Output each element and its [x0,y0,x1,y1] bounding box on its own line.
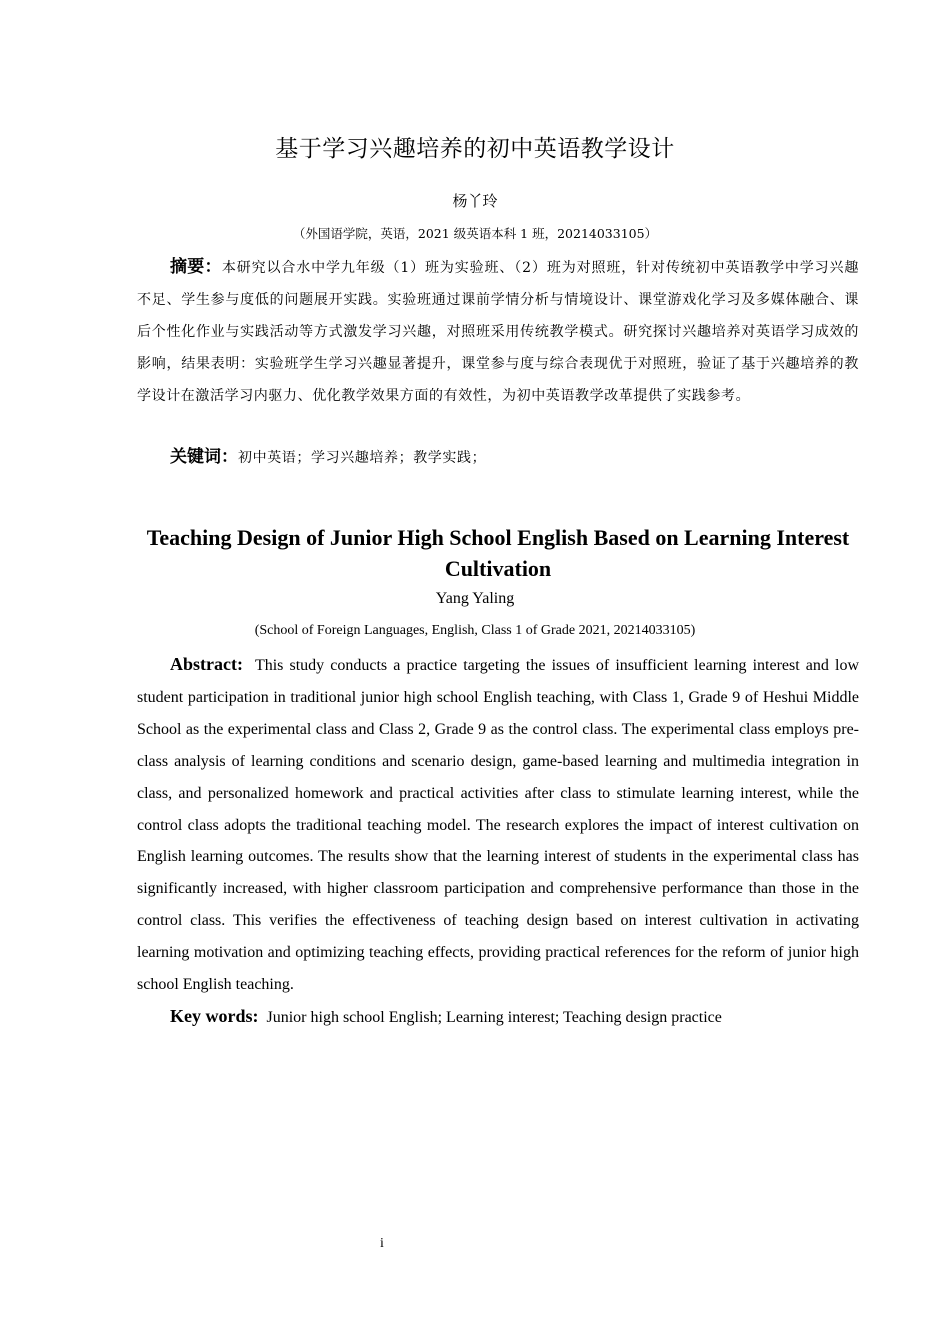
chinese-affiliation: （外国语学院，英语，2021 级英语本科 1 班，20214033105） [292,226,658,241]
chinese-abstract-label: 摘要： [170,257,222,277]
english-abstract [137,649,859,1001]
english-affiliation: (School of Foreign Languages, English, Class 1 of Grade 2021, 20214033105) [254,623,696,638]
english-keywords-label: Key words: [170,1006,259,1026]
english-abstract-text: This study conducts a practice targeting the issues of insufficient learning interest and low student participation in traditional junior high school English teaching, with Class 1, Grade 9 of Heshui Middle School as the experimental class and Class 2, Grade 9 as the control class. The experimental class employs pre-class analysis of learning conditions and scenario design, game-based learning and multimedia integration in class, and personalized homework and practical activities after class to stimulate learning interest, while the control class adopts the traditional teaching model. The research explores the impact of interest cultivation on English learning outcomes. The results show that the learning interest of students in the experimental class has significantly increased, with higher classroom participation and comprehensive performance than those in the control class. This verifies the effectiveness of teaching design based on interest cultivation in activating learning motivation and optimizing teaching effects, providing practical references for the reform of junior high school English teaching. [137,657,860,994]
chinese-abstract [137,251,859,412]
english-keywords-text: Junior high school English; Learning interest; Teaching design practice [266,1009,722,1026]
chinese-abstract-text: 本研究以合水中学九年级（1）班为实验班、（2）班为对照班，针对传统初中英语教学中学习兴趣不足、学生参与度低的问题展开实践。实验班通过课前学情分析与情境设计、课堂游戏化学习及多媒体融合、课后个性化作业与实践活动等方式激发学习兴趣，对照班采用传统教学模式。研究探讨兴趣培养对英语学习成效的影响，结果表明：实验班学生学习兴趣显著提升，课堂参与度与综合表现优于对照班，验证了基于兴趣培养的教学设计在激活学习内驱力、优化教学效果方面的有效性，为初中英语教学改革提供了实践参考。 [137,260,860,404]
english-keywords [170,1000,722,1034]
chinese-keywords-text: 初中英语；学习兴趣培养；教学实践； [238,450,487,466]
english-title: Teaching Design of Junior High School English Based on Learning Interest Cultivation [146,525,850,581]
chinese-keywords [170,441,486,474]
english-abstract-label: Abstract: [170,654,243,674]
english-author: Yang Yaling [435,590,515,607]
chinese-author: 杨丫玲 [452,192,498,210]
chinese-title: 基于学习兴趣培养的初中英语教学设计 [275,136,675,162]
chinese-keywords-label: 关键词： [170,447,238,467]
page-number: i [380,1236,384,1251]
